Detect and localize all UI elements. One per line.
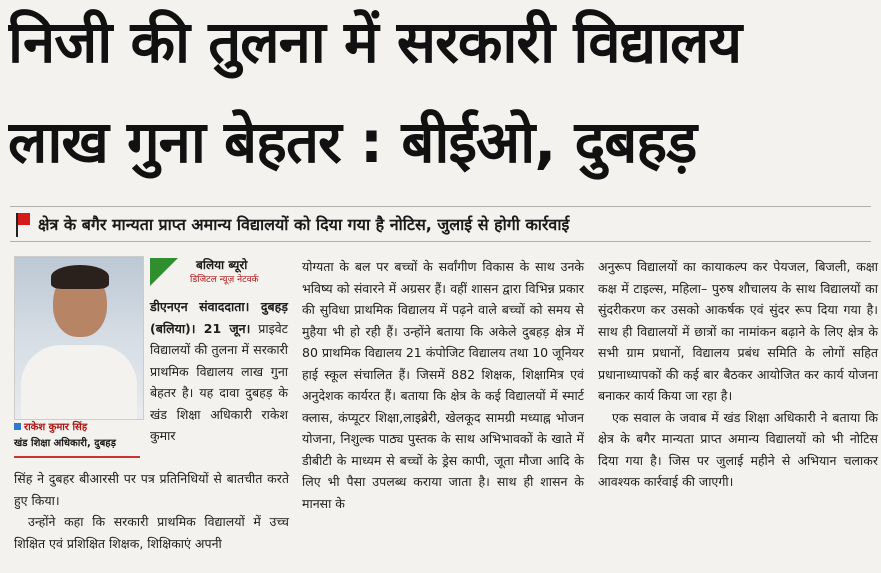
dateline: डीएनएन संवाददाता। दुबहड़ (बलिया)। 21 जून। [150, 299, 288, 336]
bureau-name: बलिया ब्यूरो [196, 258, 248, 272]
article-column-2 [302, 256, 584, 514]
officer-photo [14, 256, 144, 420]
red-flag-icon [14, 213, 28, 235]
logo-triangle-icon [150, 258, 178, 286]
caption-title: खंड शिक्षा अधिकारी, दुबहड़ [14, 438, 116, 449]
article-column-3 [598, 256, 878, 493]
article-column-1 [150, 296, 288, 447]
article-paragraph: अनुरूप विद्यालयों का कायाकल्प कर पेयजल, बिजली, कक्षा कक्ष में टाइल्स, महिला– पुरुष शौचालय के साथ विद्यालयों का सुंदरीकरण कर उसको आकर्षक एवं सुंदर रूप दिया गया है। साथ ही विद्यालयों में छात्रों का नामांकन बढ़ाने के लिए क्षेत्र के सभी ग्राम प्रधानों, विद्यालय प्रबंध समिति के लोगों सहित प्रधानाध्यापकों की कई बार बैठकर आयोजित कर कार्य योजना बनाकर कार्य किया जा रहा है। [598, 259, 878, 403]
article-paragraph: एक सवाल के जवाब में खंड शिक्षा अधिकारी ने बताया कि क्षेत्र के बगैर मान्यता प्राप्त अमान्य विद्यालयों को भी नोटिस दिया गया है। जिस पर जुलाई महीने से अभियान चलाकर आवश्यक कार्रवाई की जाएगी। [598, 409, 878, 489]
photo-caption [14, 420, 144, 458]
caption-divider [14, 456, 140, 458]
subheadline-bar [10, 206, 871, 242]
article-column-1-bottom [14, 468, 289, 554]
caption-square-icon [14, 423, 21, 430]
headline-line-2: लाख गुना बेहतर : बीईओ, दुबहड़ [8, 108, 697, 176]
caption-name: राकेश कुमार सिंह [24, 422, 88, 433]
article-text-col2: योग्यता के बल पर बच्चों के सर्वांगीण विकास के साथ उनके भविष्य को संवारने में अग्रसर हैं। वहीं शासन द्वारा विभिन्न प्रकार की सुविधा प्राथमिक विद्यालय में पढ़ने वाले बच्चों को समय से मुहैया भी हो रही हैं। उन्होंने बताया कि अकेले दुबहड़ क्षेत्र में 80 प्राथमिक विद्यालय 21 कंपोजिट विद्यालय तथा 10 जूनियर हाई स्कूल संचालित हैं। जिसमें 882 शिक्षक, शिक्षामित्र एवं अनुदेशक कार्यरत हैं। बताया कि क्षेत्र के कई विद्यालयों में स्मार्ट क्लास, कंप्यूटर शिक्षा,लाइब्रेरी, खेलकूद सामग्री मध्याह्न भोजन योजना, निशुल्क पाठ्य पुस्तक के साथ अभिभावकों के खाते में डीबीटी के माध्यम से बच्चों के ड्रेस कापी, जूता मौजा आदि के लिए भी पैसा उपलब्ध कराया जाता है। साथ ही शासन के मानसा के [302, 259, 584, 511]
bureau-network: डिजिटल न्यूज़ नेटवर्क [190, 275, 259, 285]
article-paragraph: सिंह ने दुबहर बीआरसी पर पत्र प्रतिनिधियों से बातचीत करते हुए किया। [14, 471, 289, 508]
article-text-col1: प्राइवेट विद्यालयों की तुलना में सरकारी प्राथमिक विद्यालय लाख गुना बेहतर है। यह दावा दुबहड़ के खंड शिक्षा अधिकारी राकेश कुमार [150, 320, 288, 443]
subheadline: क्षेत्र के बगैर मान्यता प्राप्त अमान्य विद्यालयों को दिया गया है नोटिस, जुलाई से होगी कार्रवाई [38, 215, 570, 234]
bureau-logo [150, 258, 285, 288]
article-paragraph: उन्होंने कहा कि सरकारी प्राथमिक विद्यालयों में उच्च शिक्षित एवं प्रशिक्षित शिक्षक, शिक्षिकाएं अपनी [14, 514, 289, 551]
headline-line-1: निजी की तुलना में सरकारी विद्यालय [8, 8, 742, 76]
